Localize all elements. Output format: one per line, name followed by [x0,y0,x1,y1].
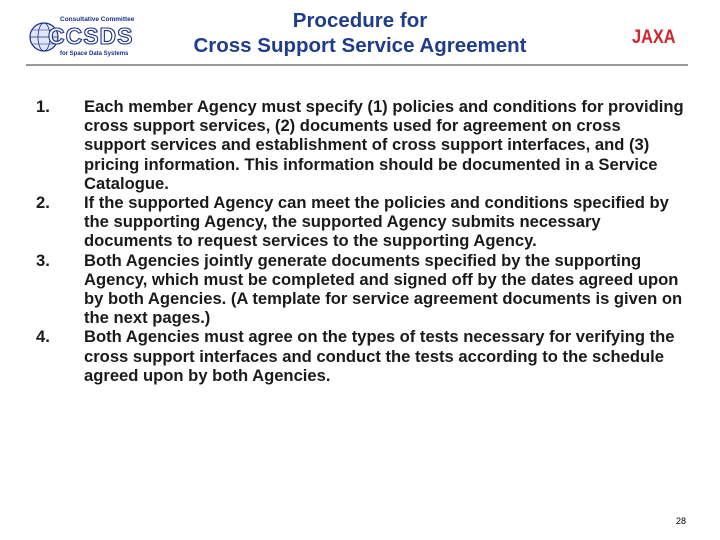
list-item [36,97,686,193]
page-title [150,8,570,58]
ccsds-logo-letters: CCSDS [48,23,134,49]
list-item-text: Both Agencies jointly generate documents specified by the supporting Agency, which must be completed and signed off by the dates agreed upon by both Agencies. (A template for service agreement documents is given on the next pages.) [84,250,683,328]
header-divider [26,64,688,66]
list-item-number: 2. [36,193,50,213]
ccsds-logo [26,12,150,58]
title-line-1: Procedure for [292,9,428,32]
list-item [36,193,686,251]
list-item-text: Both Agencies must agree on the types of tests necessary for verifying the cross support interfaces and conduct the tests according to the schedule agreed upon by both Agencies. [84,327,675,385]
ccsds-logo-line1: Consultative Committee [60,16,135,23]
procedure-list [36,97,686,385]
page-number: 28 [676,516,687,526]
list-item-number: 4. [36,327,50,347]
title-line-2: Cross Support Service Agreement [193,34,527,57]
list-item-number: 3. [36,250,50,270]
ccsds-logo-line2: for Space Data Systems [60,51,129,57]
list-item [36,251,686,328]
list-item-text: Each member Agency must specify (1) policies and conditions for providing cross support services, (2) documents used for agreement on cross support services and establishment of cross support interfaces, and (3) pricing information. This information should be documented in a Service Catalogue. [84,97,684,193]
list-item [36,327,686,385]
list-item-text: If the supported Agency can meet the policies and conditions specified by the supporting Agency, the supported Agency submits necessary documents to request services to the supporting Agency. [84,193,669,251]
jaxa-logo: JAXA [632,27,676,48]
list-item-number: 1. [36,97,50,116]
